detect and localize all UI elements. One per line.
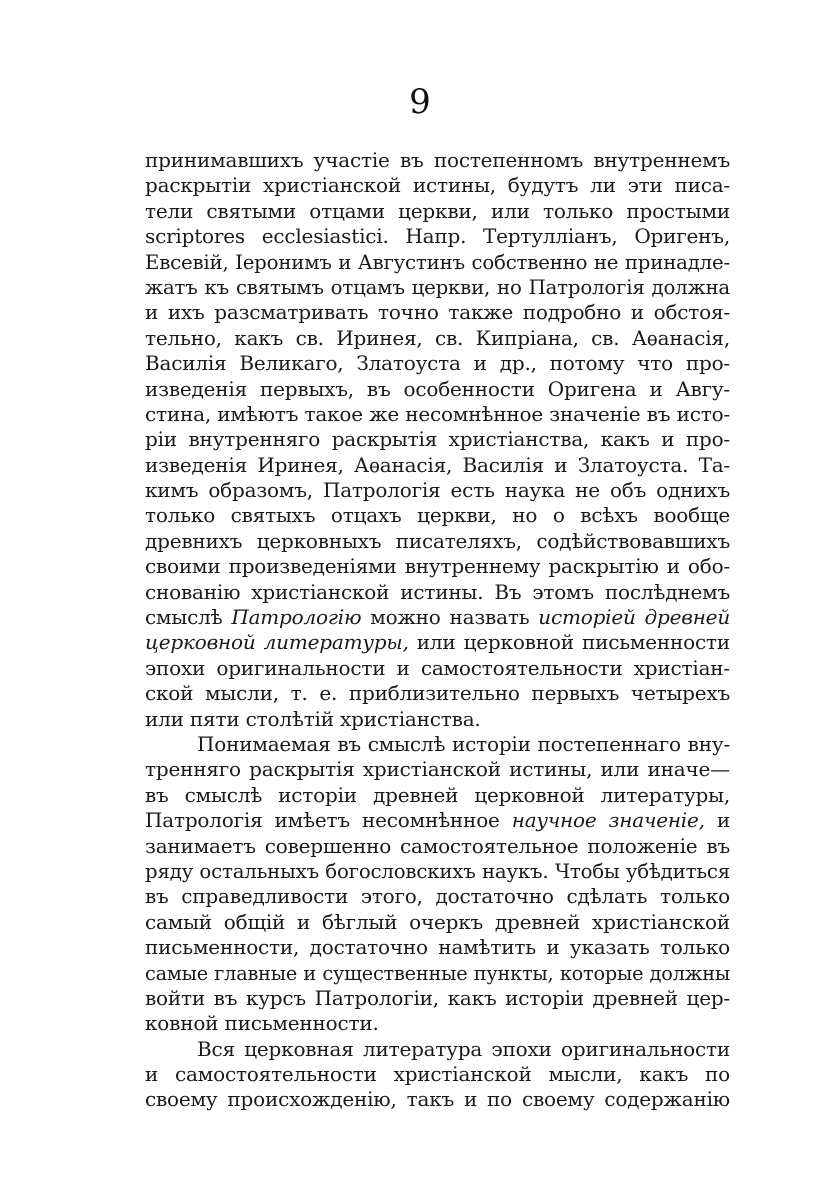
text-run: можно назвать (361, 605, 539, 630)
text-line: самые главные и существенные пункты, которые должны (145, 961, 730, 985)
text-line: древнихъ церковныхъ писателяхъ, содѣйствовавшихъ (145, 528, 730, 553)
text-line: scriptores ecclesiastici. Напр. Тертулліанъ, Оригенъ, (145, 224, 730, 249)
text-line-mixed (145, 808, 730, 833)
text-line: ской мысли, т. е. приблизительно первыхъ четырехъ (145, 681, 730, 706)
text-line: или пяти столѣтій христіанства. (145, 706, 481, 731)
italic-run: Патрологію (231, 605, 362, 630)
text-line: занимаетъ совершенно самостоятельное положеніе въ (145, 833, 730, 858)
text-line: Понимаемая въ смыслѣ исторіи постепеннаго вну- (197, 731, 730, 756)
text-line: тели святыми отцами церкви, или только простыми (145, 198, 730, 223)
text-line: самый общій и бѣглый очеркъ древней христіанской (145, 909, 730, 934)
text-line: Евсевій, Іеронимъ и Августинъ собственно не принадле- (145, 250, 730, 274)
text-run: Патрологія имѣетъ несомнѣнное (145, 808, 512, 833)
text-line: изведенія первыхъ, въ особенности Оригена и Авгу- (145, 376, 730, 401)
text-run: или церковной письменности (408, 630, 730, 655)
text-line: ріи внутренняго раскрытія христіанства, какъ и про- (145, 427, 730, 452)
text-line: ковной письменности. (145, 1011, 379, 1036)
text-line: и самостоятельности христіанской мысли, какъ по (145, 1062, 730, 1087)
page-number: 9 (409, 82, 431, 122)
text-line: письменности, достаточно намѣтить и указать только (145, 935, 730, 960)
text-line: Василія Великаго, Златоуста и др., потому что про- (145, 351, 730, 376)
text-line: тельно, какъ св. Иринея, св. Кипріана, св. Аѳанасія, (145, 325, 730, 350)
text-line: войти въ курсъ Патрологіи, какъ исторіи древней цер- (145, 985, 730, 1010)
text-line: раскрытіи христіанской истины, будутъ ли эти писа- (145, 173, 730, 198)
text-line: тренняго раскрытія христіанской истины, или иначе— (145, 757, 730, 782)
text-line: въ смыслѣ исторіи древней церковной литературы, (145, 782, 730, 807)
text-run: и (704, 808, 730, 833)
italic-run: церковной литературы, (145, 630, 409, 655)
text-line-mixed (145, 605, 730, 630)
text-line: и ихъ разсматривать точно также подробно и обстоя- (145, 300, 730, 325)
body-text (145, 148, 730, 1113)
text-line: своему происхожденію, такъ и по своему содержанію (145, 1087, 730, 1112)
italic-run: научное значеніе, (511, 808, 705, 833)
italic-run: исторіей древней (538, 605, 731, 630)
text-line: принимавшихъ участіе въ постепенномъ внутреннемъ (145, 148, 730, 172)
text-line: своими произведеніями внутреннему раскрытію и обо- (145, 554, 730, 579)
text-line: изведенія Иринея, Аѳанасія, Василія и Златоуста. Та- (145, 452, 730, 477)
text-line-mixed (145, 630, 730, 655)
text-line: снованію христіанской истины. Въ этомъ послѣднемъ (145, 579, 730, 604)
text-line: только святыхъ отцахъ церкви, но о всѣхъ вообще (145, 503, 730, 528)
text-line: эпохи оригинальности и самостоятельности христіан- (145, 655, 730, 680)
text-line: кимъ образомъ, Патрологія есть наука не объ однихъ (145, 478, 730, 503)
text-line: въ справедливости этого, достаточно сдѣлать только (145, 884, 730, 909)
text-run: смыслѣ (145, 605, 232, 630)
text-line: Вся церковная литература эпохи оригинальности (197, 1036, 730, 1061)
text-line: жатъ къ святымъ отцамъ церкви, но Патрологія должна (145, 275, 730, 299)
text-line: стина, имѣютъ такое же несомнѣнное значеніе въ исто- (145, 401, 730, 426)
text-line: ряду остальныхъ богословскихъ наукъ. Чтобы убѣдиться (145, 859, 730, 883)
